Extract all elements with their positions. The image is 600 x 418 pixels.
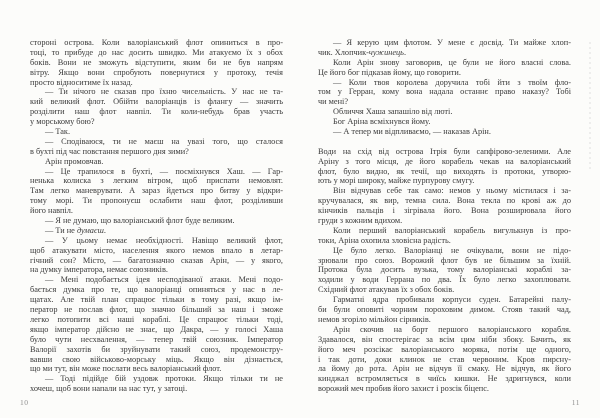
text-line: легко потопити всі наші кораблі. Це спрацює тільки тоді, xyxy=(30,314,283,324)
text-line: ворожий меч пробив його захист і розсік біцепс. xyxy=(318,384,489,394)
text-line: Аріну з того місця, де його корабель чекав на валоріанський xyxy=(318,156,571,166)
text-line: — Це трапилося в бухті, — посміхнувся Хаш. — Гар- xyxy=(45,166,283,176)
text-line: — Я не думаю, що валоріанський флот буде великим. xyxy=(45,216,235,226)
text-line: Коли перший валоріанський корабель вигулькнув із про- xyxy=(333,225,571,235)
text-line: груди з кожним вдихом. xyxy=(318,216,403,226)
text-line: Це було легко. Валоріанці не очікували, вони не підо- xyxy=(333,245,571,255)
text-line: його навпіл. xyxy=(30,206,74,216)
text-line: — Ти нічого не сказав про їхню чисельність. У нас не та- xyxy=(45,87,283,97)
text-line: Води на схід від острова Ітрія були сапфірово-зеленими. Але xyxy=(318,146,571,156)
blank-line xyxy=(318,137,571,147)
text-line: зрювали про союз. Ворожий флот був не більшим за їхній. xyxy=(318,255,571,265)
text-line: Арін скочив на борт першого валоріанського корабля. xyxy=(333,324,571,334)
text-line: у морському бою? xyxy=(30,117,95,127)
text-line: якщо імператор дійсно не знає, що Дакра, — у голосі Хаша xyxy=(30,324,283,334)
right-page xyxy=(300,0,600,418)
text-line: Протока була досить вузька, тому валоріанські кораблі за- xyxy=(318,265,571,275)
text-line: боків. Вони не зможуть відступити, яким би не був напрям xyxy=(30,57,283,67)
text-line: Коли Арін знову заговорив, це були не його власні слова. xyxy=(333,57,571,67)
right-page-text xyxy=(318,38,571,394)
text-line: — Я керую цим флотом. У мене є досвід. Ти майже хлоп- xyxy=(333,38,571,47)
text-line: Східний флот атакував їх з обох боків. xyxy=(318,285,455,295)
text-line: — Сподіваюся, ти не маєш на увазі того, що сталося xyxy=(45,136,283,146)
text-line: Це його бог підказав йому, що говорити. xyxy=(318,67,461,77)
text-line: розділити наш флот навпіл. Ти коли-небудь брав участь xyxy=(30,107,283,117)
text-line: ють у морі широку, майже пурпурову смугу. xyxy=(318,176,475,186)
text-line: хочеш, щоб вони напали на нас тут, у затоці. xyxy=(30,384,188,394)
text-line: кинджал встромляється в чиїсь кишки. Не здригнувся, коли xyxy=(318,374,571,384)
text-line: Там легко маневрувати. А зараз йдеться про битву у відкри- xyxy=(30,186,283,196)
text-line: щатах. Але твій план спрацює тільки в тому разі, якщо ім- xyxy=(30,295,283,305)
text-line: немов згоріло мільйон сірників. xyxy=(318,314,431,324)
text-line: тоці, то прибуде до нас досить швидко. Ми атакуємо їх з обох xyxy=(30,47,283,57)
text-line: тому морі. Ти пропонуєш ослабити наш флот, розділивши xyxy=(30,196,283,206)
text-line: би були оповиті чорним пороховим димом. Стояв такий чад, xyxy=(318,305,571,315)
text-line: його меч розсікає валоріанського моряка, потім ще одного, xyxy=(318,344,571,354)
text-line: — А тепер ми відпливаємо, — наказав Арін. xyxy=(333,127,491,137)
text-line: флот, було видно, як течії, що виходять із протоки, утворю- xyxy=(318,166,571,176)
text-line: Валорії захотів би зруйнувати такий союз, продемонстру- xyxy=(30,344,283,354)
text-line: кручувалася, як вир, темна сила. Вона текла по крові аж до xyxy=(318,196,571,206)
left-page-number: 10 xyxy=(20,398,29,407)
text-line: — Тоді підійде бій уздовж протоки. Якщо тільки ти не xyxy=(45,374,283,384)
text-line: Він відчував себе так само: немов у ньому містилася і за- xyxy=(333,186,571,196)
text-line: стороні острова. Коли валоріанський флот опиниться в про- xyxy=(30,38,283,47)
text-line: чик. Хлопчик-чужинець. xyxy=(318,47,407,57)
text-line: токи, Аріна охопила зловісна радість. xyxy=(318,235,451,245)
text-line: що ми тут, він може послати весь валоріанський флот. xyxy=(30,364,222,374)
left-page-text xyxy=(30,38,283,394)
text-line: кінчиків пальців і зігрівала його. Вона розширювала його xyxy=(318,206,571,216)
text-line: і так доти, доки клинок не став червоним. Кров пирсну- xyxy=(318,354,571,364)
text-line: Здавалося, він спостерігає за всім цим ніби збоку. Бачить, як xyxy=(318,334,571,344)
text-line: — Ти не думаєш. xyxy=(45,225,106,235)
text-line: ходили у води Геррана по два. Їх було легко захоплювати. xyxy=(318,275,571,285)
text-line: — Так. xyxy=(45,127,71,137)
text-line: — Коли твоя королева доручила тобі йти з твоїм фло- xyxy=(333,77,571,87)
text-line: — Мені подобається ідея несподіваної атаки. Мені подо- xyxy=(45,275,283,285)
text-line: в бухті під час повстання першого дня зими? xyxy=(30,146,189,156)
text-line: Обличчя Хаша запашіло від люті. xyxy=(333,107,453,117)
text-line: було чути несхвалення, — тепер твій союзник. Імператор xyxy=(30,334,283,344)
text-line: на думку імператора, немає союзників. xyxy=(30,265,168,275)
scan-artifact xyxy=(589,42,591,172)
text-line: Бог Аріна всміхнувся йому. xyxy=(333,117,431,127)
text-line: том у Герран, кому вона надала останнє право наказу? Тобі xyxy=(318,87,571,97)
text-line: вавши свою військово-морську міць. Якщо він дізнається, xyxy=(30,354,283,364)
text-line: просто відноситиме їх назад. xyxy=(30,77,133,87)
text-line: ператор не послав флот, що значно більший за наш і зможе xyxy=(30,305,283,315)
text-line: вітру. Якщо вони спробують повернутися у протоку, течія xyxy=(30,67,283,77)
text-line: гічний сон? Місто, — багатозначно сказав Арін, — у якого, xyxy=(30,255,283,265)
text-line: кий великий флот. Обійти валоріанців із флангу — значить xyxy=(30,97,283,107)
text-line: чи мені? xyxy=(318,97,349,107)
text-line: ла йому до рота. Арін не відчув її смаку. Не відчув, як його xyxy=(318,364,571,374)
text-line: Арін промовчав. xyxy=(45,156,104,166)
right-page-number: 11 xyxy=(571,398,580,407)
text-line: ненька колиска з легким вітром, щоб приспати немовлят. xyxy=(30,176,283,186)
text-line: щоб атакувати місто, населення якого немов впало в летар- xyxy=(30,245,283,255)
text-line: — У цьому немає необхідності. Навіщо великий флот, xyxy=(45,235,283,245)
text-line: бається думка про те, що валоріанці опиняться у нас в ле- xyxy=(30,285,283,295)
text-line: Гарматні ядра пробивали корпуси суден. Батарейні палу- xyxy=(333,295,571,305)
